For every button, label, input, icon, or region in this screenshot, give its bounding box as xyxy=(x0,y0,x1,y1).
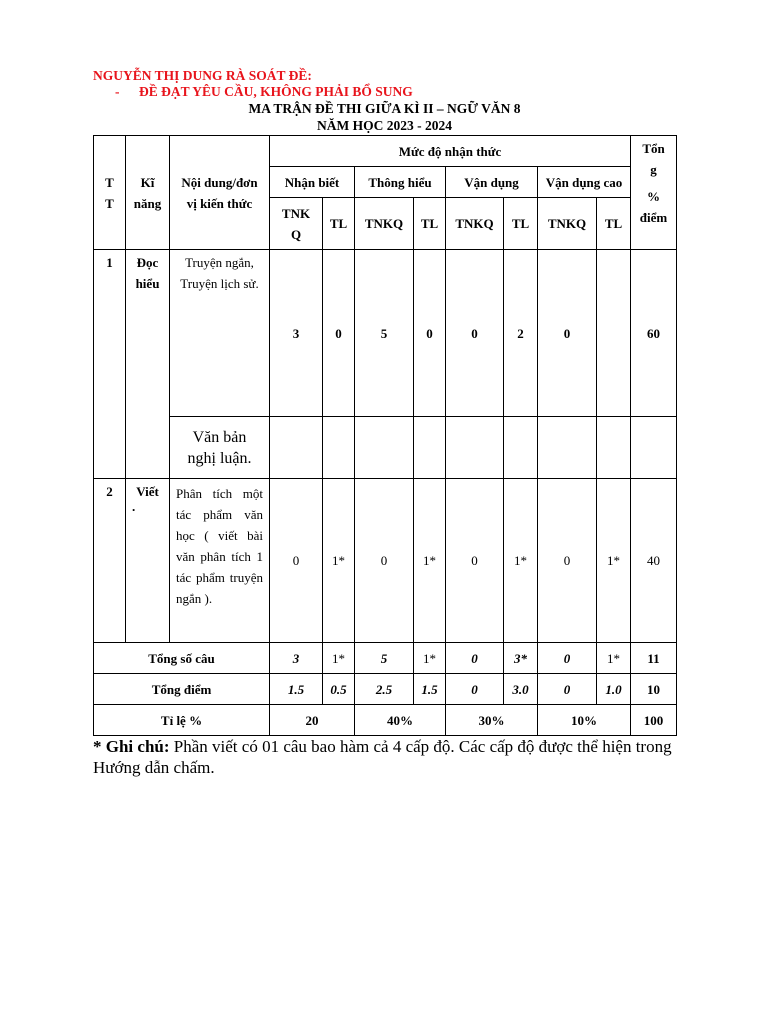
total-points-label: Tổng điểm xyxy=(94,674,270,705)
sub-tnkq: TNKQ xyxy=(538,198,597,250)
table-cell: 0 xyxy=(270,479,323,643)
col-total-header: Tổn g % điểm xyxy=(631,136,677,250)
footnote xyxy=(93,736,683,778)
table-cell: 30% xyxy=(446,705,538,736)
level-apply: Vận dụng xyxy=(446,167,538,198)
table-cell: 1.5 xyxy=(414,674,446,705)
table-cell: 0 xyxy=(446,674,504,705)
row1-content: Truyện ngắn, Truyện lịch sử. xyxy=(170,250,270,417)
table-cell xyxy=(414,417,446,479)
reviewer-line: NGUYỄN THỊ DUNG RÀ SOÁT ĐỀ: xyxy=(93,68,312,83)
sub-tl: TL xyxy=(414,198,446,250)
sub-tnkq: TNK Q xyxy=(270,198,323,250)
row1-content-b: Văn bản nghị luận. xyxy=(170,417,270,479)
sub-tl: TL xyxy=(504,198,538,250)
table-cell: 2 xyxy=(504,250,538,417)
table-cell xyxy=(597,417,631,479)
footnote-label: * Ghi chú: xyxy=(93,737,170,756)
sub-tl: TL xyxy=(597,198,631,250)
row-ratio xyxy=(94,705,677,736)
table-cell: 60 xyxy=(631,250,677,417)
row-writing xyxy=(94,479,677,643)
table-cell: 3* xyxy=(504,643,538,674)
level-recognize: Nhận biết xyxy=(270,167,355,198)
table-cell: 0 xyxy=(446,643,504,674)
row-reading xyxy=(94,250,677,417)
row-total-points xyxy=(94,674,677,705)
sub-tnkq: TNKQ xyxy=(355,198,414,250)
table-cell: 1* xyxy=(414,643,446,674)
table-cell: 2.5 xyxy=(355,674,414,705)
table-cell: 0 xyxy=(538,479,597,643)
school-year: NĂM HỌC 2023 - 2024 xyxy=(317,118,452,133)
table-cell: 0 xyxy=(323,250,355,417)
table-cell: 0 xyxy=(414,250,446,417)
table-cell xyxy=(597,250,631,417)
footnote-text: Phần viết có 01 câu bao hàm cả 4 cấp độ. Các cấp độ được thể hiện trong Hướng dẫn chấm. xyxy=(93,737,672,777)
table-cell: 3.0 xyxy=(504,674,538,705)
table-cell: 10% xyxy=(538,705,631,736)
total-questions-label: Tổng số câu xyxy=(94,643,270,674)
header-row-1 xyxy=(94,136,677,167)
table-cell: 10 xyxy=(631,674,677,705)
table-cell: 1.5 xyxy=(270,674,323,705)
row1-skill: Đọc hiểu xyxy=(126,250,170,479)
col-content-header: Nội dung/đơn vị kiến thức xyxy=(170,136,270,250)
level-understand: Thông hiểu xyxy=(355,167,446,198)
table-cell: 0 xyxy=(538,674,597,705)
table-cell xyxy=(631,417,677,479)
table-cell: 1* xyxy=(597,479,631,643)
table-cell xyxy=(504,417,538,479)
table-cell: 20 xyxy=(270,705,355,736)
table-cell: 0.5 xyxy=(323,674,355,705)
table-cell xyxy=(355,417,414,479)
table-cell: 3 xyxy=(270,250,323,417)
table-cell: 1* xyxy=(323,643,355,674)
level-apply-high: Vận dụng cao xyxy=(538,167,631,198)
ratio-label: Tỉ lệ % xyxy=(94,705,270,736)
table-cell: 40% xyxy=(355,705,446,736)
table-cell: 0 xyxy=(446,250,504,417)
table-cell xyxy=(323,417,355,479)
sub-tl: TL xyxy=(323,198,355,250)
table-cell: 5 xyxy=(355,643,414,674)
table-cell xyxy=(446,417,504,479)
table-cell: 1.0 xyxy=(597,674,631,705)
col-skill-header: Kĩ năng xyxy=(126,136,170,250)
row1-tt: 1 xyxy=(94,250,126,479)
table-cell: 1* xyxy=(323,479,355,643)
table-cell: 1* xyxy=(597,643,631,674)
table-cell: 11 xyxy=(631,643,677,674)
level-header: Mức độ nhận thức xyxy=(270,136,631,167)
table-cell: 0 xyxy=(355,479,414,643)
table-cell: 40 xyxy=(631,479,677,643)
row2-tt: 2 xyxy=(94,479,126,643)
table-cell: 0 xyxy=(538,643,597,674)
table-cell: 1* xyxy=(504,479,538,643)
row-reading-argument xyxy=(94,417,677,479)
approval-line: ĐỀ ĐẠT YÊU CẦU, KHÔNG PHẢI BỔ SUNG xyxy=(139,84,413,99)
page-title: MA TRẬN ĐỀ THI GIỮA KÌ II – NGỮ VĂN 8 xyxy=(248,101,521,116)
table-cell: 100 xyxy=(631,705,677,736)
table-cell xyxy=(270,417,323,479)
col-tt-header: T T xyxy=(94,136,126,250)
row2-skill: Viết . xyxy=(126,479,170,643)
exam-matrix-table xyxy=(93,135,677,736)
table-cell xyxy=(538,417,597,479)
table-cell: 5 xyxy=(355,250,414,417)
row-total-questions xyxy=(94,643,677,674)
bullet-dash: - xyxy=(115,84,120,99)
table-cell: 0 xyxy=(538,250,597,417)
table-cell: 3 xyxy=(270,643,323,674)
table-cell: 1* xyxy=(414,479,446,643)
row2-content: Phân tích một tác phẩm văn học ( viết bài văn phân tích 1 tác phẩm truyện ngắn ). xyxy=(170,479,270,643)
sub-tnkq: TNKQ xyxy=(446,198,504,250)
table-cell: 0 xyxy=(446,479,504,643)
